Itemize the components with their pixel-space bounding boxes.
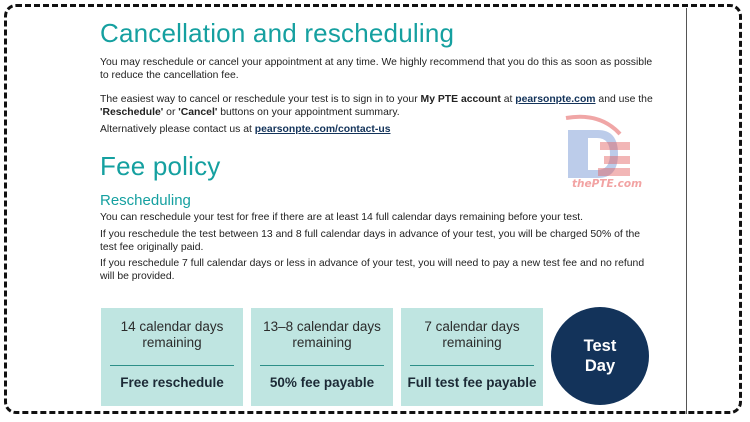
fee-box-fee: Full test fee payable [407, 375, 537, 390]
rescheduling-subtitle: Rescheduling [100, 192, 191, 209]
cancellation-paragraph-3: Alternatively please contact us at pearsonpte.com/contact-us [100, 124, 391, 135]
fee-box-days: 13–8 calendar days remaining [263, 319, 381, 350]
fee-box-days: 7 calendar days remaining [424, 319, 520, 350]
watermark-text: thePTE.com [572, 178, 643, 190]
cancellation-title: Cancellation and rescheduling [100, 18, 455, 48]
fee-box-14-days [101, 308, 243, 406]
fee-box-13-8-days [251, 308, 393, 406]
fee-paragraph-1: You can reschedule your test for free if there are at least 14 full calendar days remaining before your test. [100, 212, 584, 223]
test-day-label: Test Day [583, 337, 617, 375]
fee-box-fee: Free reschedule [120, 375, 224, 390]
fee-box-fee: 50% fee payable [269, 375, 375, 390]
fee-paragraph-2: If you reschedule the test between 13 and 8 full calendar days in advance of your test, you will be charged 50% of the test fee originally paid. [100, 229, 641, 253]
fee-box-7-days [401, 308, 543, 406]
fee-box-days: 14 calendar days remaining [120, 319, 224, 350]
pearsonpte-link[interactable]: pearsonpte.com [515, 94, 596, 105]
cancellation-paragraph-2: The easiest way to cancel or reschedule your test is to sign in to your My PTE account at pearsonpte.com and use the 'Reschedule' or 'Cancel' buttons on your appointment summary. [100, 94, 653, 118]
fee-paragraph-3: If you reschedule 7 full calendar days or less in advance of your test, you will need to pay a new test fee and no refund will be provided. [100, 258, 645, 282]
contact-us-link[interactable]: pearsonpte.com/contact-us [254, 124, 391, 135]
fee-policy-title: Fee policy [100, 151, 221, 181]
test-day-circle [551, 307, 649, 405]
page-edge-divider [686, 8, 687, 414]
cancellation-paragraph-1: You may reschedule or cancel your appointment at any time. We highly recommend that you do this as soon as possible to reduce the cancellation fee. [100, 57, 653, 81]
